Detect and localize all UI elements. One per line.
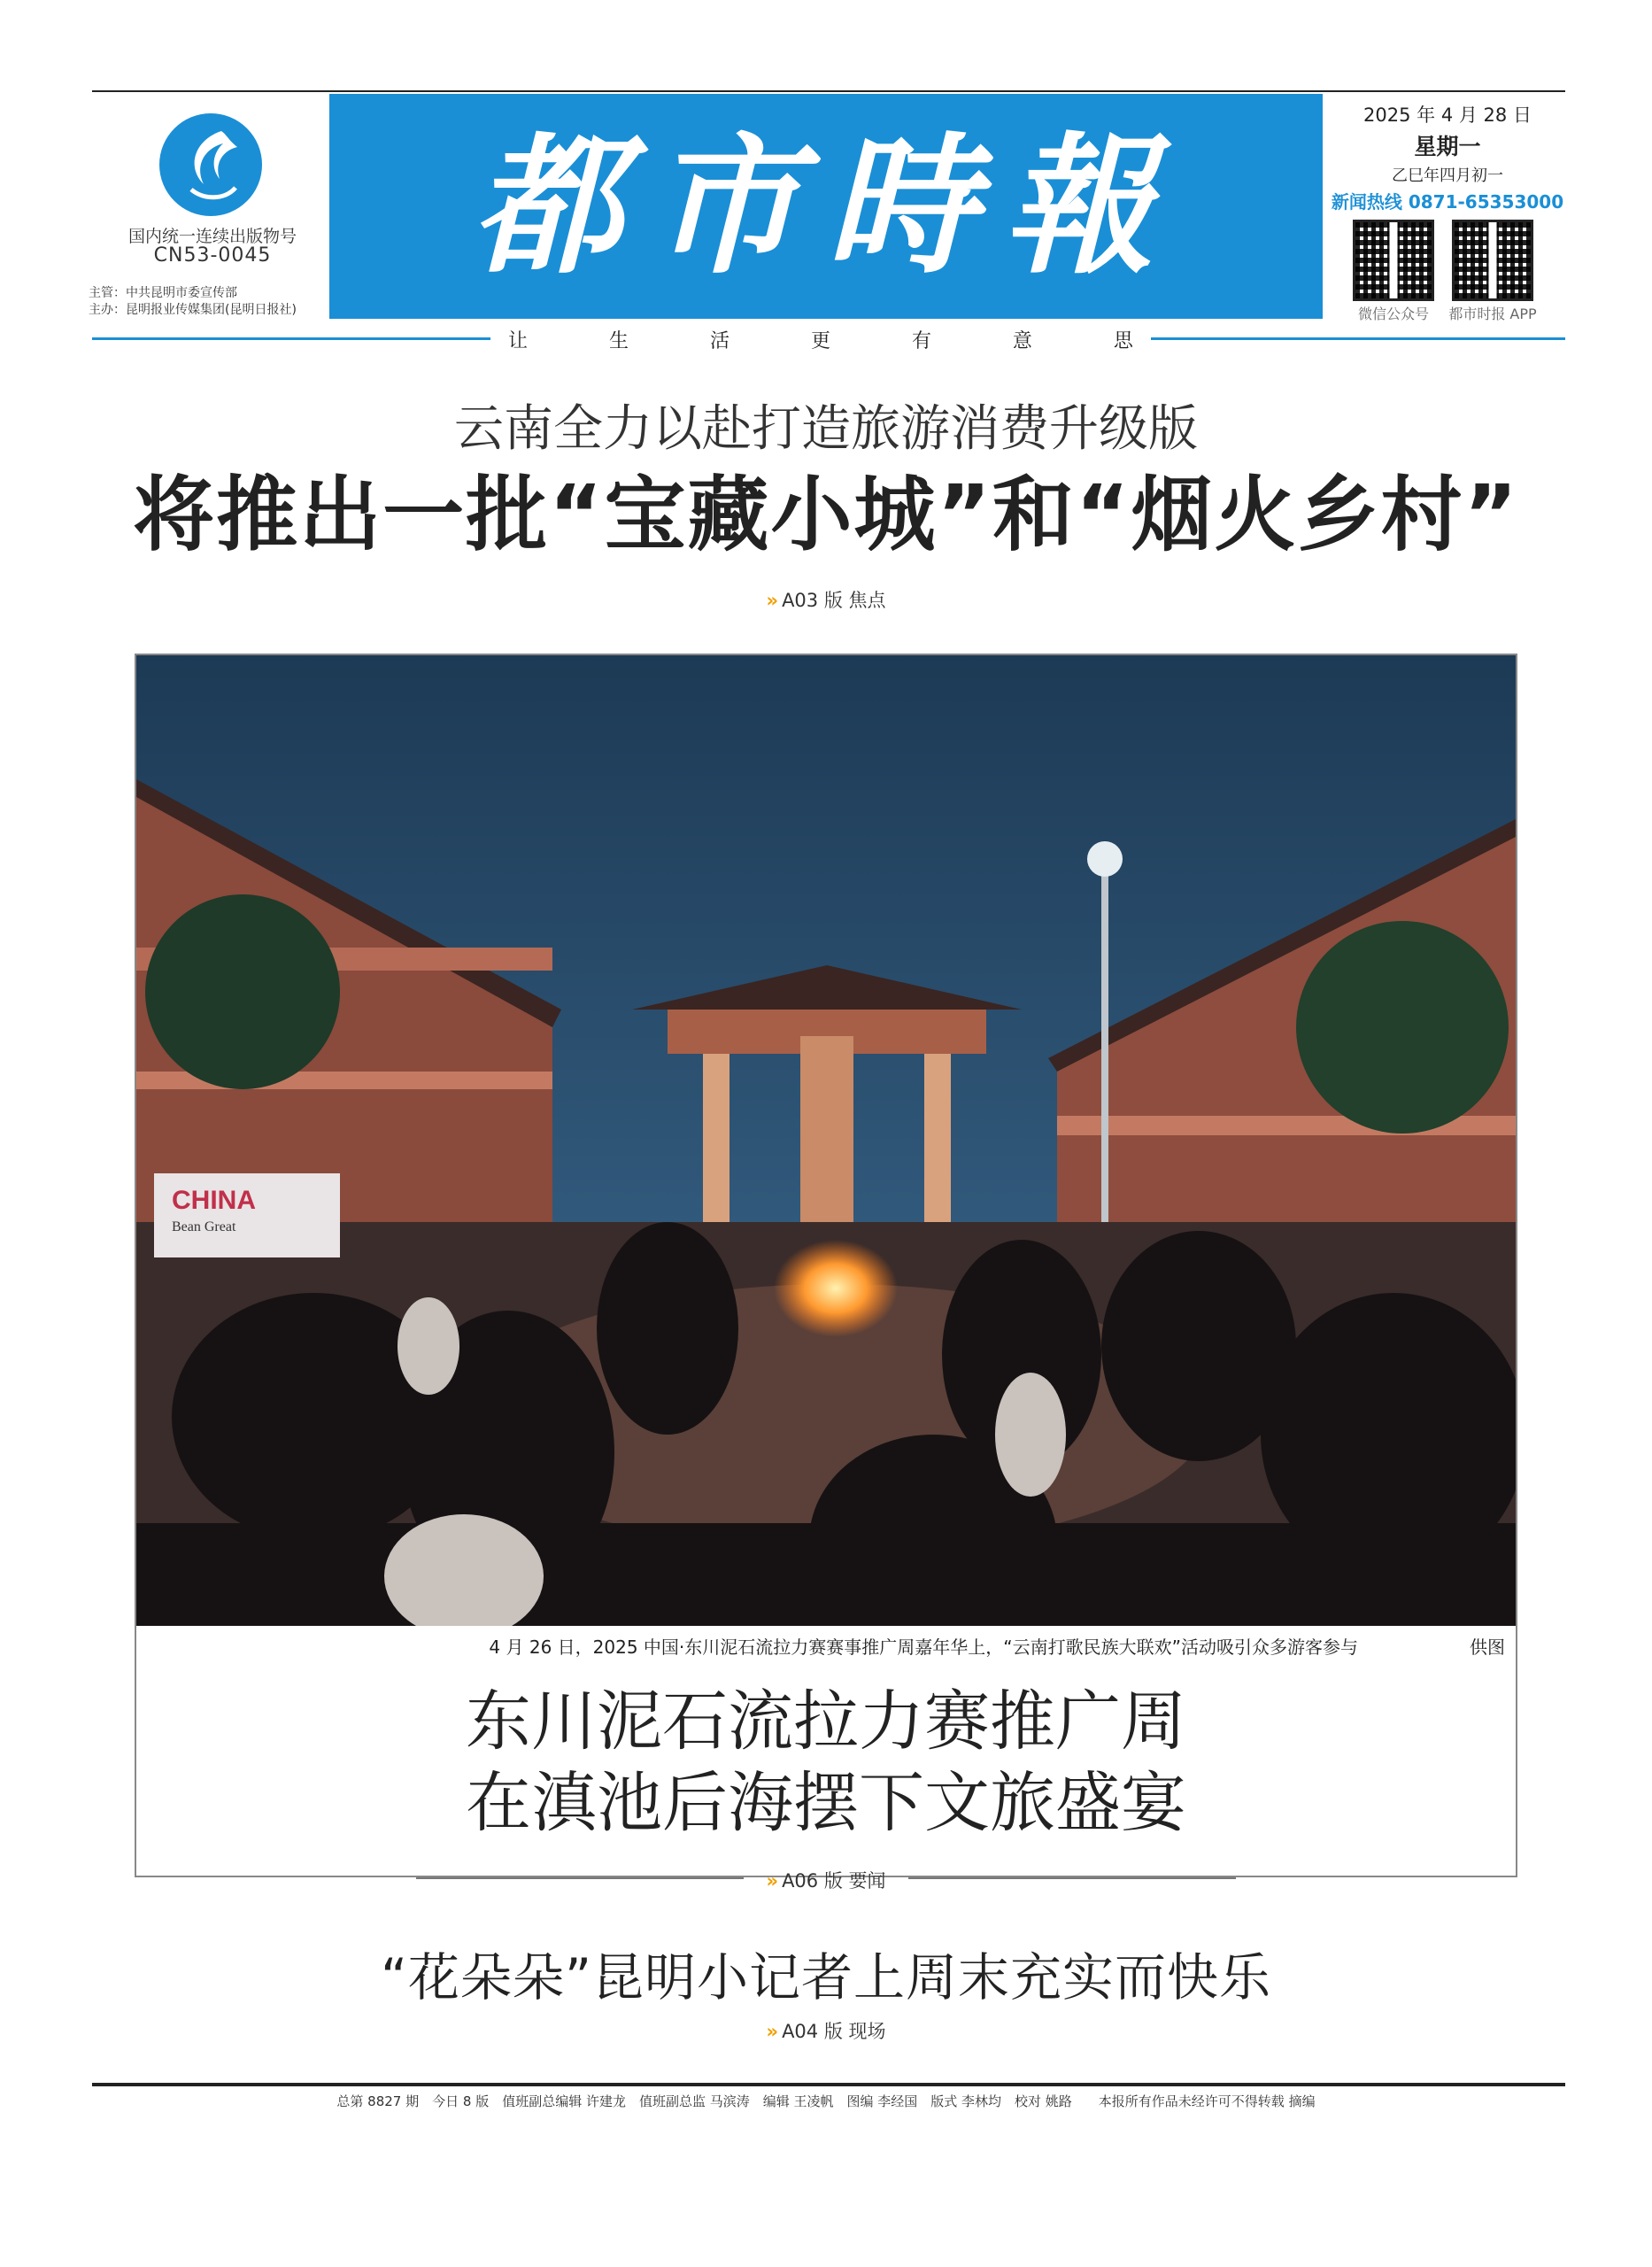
slogan-char: 意 <box>1012 330 1032 352</box>
paper-title: 都市時報 <box>471 118 1180 295</box>
sponsor-info <box>89 285 297 319</box>
ref-page: A06 版 <box>782 1870 843 1892</box>
date-block <box>1328 101 1567 186</box>
top-rule <box>92 90 1565 92</box>
lead-headline[interactable]: 将推出一批“宝藏小城”和“烟火乡村” <box>133 468 1519 562</box>
ref-page: A03 版 <box>782 590 843 611</box>
arrow-icon: » <box>766 1870 779 1892</box>
issue-weekday: 星期一 <box>1414 134 1481 159</box>
ref-section: 要闻 <box>848 1870 886 1892</box>
photo-credit: 供图 <box>1470 1636 1505 1658</box>
news-hotline: 新闻热线 0871-65353000 <box>1331 191 1564 213</box>
issue-date: 2025 年 4 月 28 日 <box>1363 104 1532 126</box>
photo-story-headline[interactable] <box>136 1681 1516 1844</box>
bottom-rule <box>92 2083 1565 2086</box>
lead-subtitle: 云南全力以赴打造旅游消费升级版 <box>454 400 1198 458</box>
ref-section: 现场 <box>848 2021 886 2042</box>
news-photo[interactable] <box>136 655 1516 1626</box>
publication-number-label: 国内统一连续出版物号 <box>127 227 297 246</box>
publication-number: CN53-0045 <box>153 244 272 267</box>
slogan-rule-left <box>92 337 490 340</box>
headline-line: 东川泥石流拉力赛推广周 <box>466 1683 1186 1760</box>
headline-line: 在滇池后海摆下文旅盛宴 <box>466 1765 1186 1841</box>
slogan-char: 更 <box>810 330 830 352</box>
slogan-char: 思 <box>1113 330 1133 352</box>
sponsor-line: 主管：中共昆明市委宣传部 <box>89 286 237 300</box>
page-reference-a06[interactable] <box>0 1867 1652 1893</box>
ref-section: 焦点 <box>848 590 886 611</box>
page-reference-a03[interactable] <box>0 586 1652 613</box>
slogan-char: 生 <box>608 330 629 352</box>
arrow-icon: » <box>766 590 779 611</box>
wechat-qr-code-icon <box>1353 220 1434 301</box>
slogan <box>490 326 1151 353</box>
svg-text:Bean Great: Bean Great <box>172 1219 236 1234</box>
second-story-headline[interactable]: “花朵朵”昆明小记者上周末充实而快乐 <box>380 1947 1272 2008</box>
slogan-char: 活 <box>709 330 730 352</box>
photo-caption: 4 月 26 日，2025 中国·东川泥石流拉力赛赛事推广周嘉年华上，“云南打歌民族大联欢”活动吸引众多游客参与 <box>489 1636 1358 1658</box>
paper-logo-icon <box>159 113 262 216</box>
ref-page: A04 版 <box>782 2021 843 2042</box>
app-qr-caption: 都市时报 APP <box>1448 306 1537 322</box>
page-reference-a04[interactable] <box>0 2017 1652 2044</box>
sponsor-line: 主办：昆明报业传媒集团(昆明日报社) <box>89 303 297 317</box>
svg-text:CHINA: CHINA <box>172 1186 256 1215</box>
slogan-char: 有 <box>911 330 931 352</box>
lunar-date: 乙巳年四月初一 <box>1392 166 1503 185</box>
slogan-char: 让 <box>508 330 529 352</box>
issue-credits-footer: 总第 8827 期 今日 8 版 值班副总编辑 许建龙 值班副总监 马滨涛 编辑 王凌帆 图编 李经国 版式 李林均 校对 姚路 本报所有作品未经许可不得转载 摘编 <box>336 2093 1316 2109</box>
wechat-qr-caption: 微信公众号 <box>1357 306 1429 322</box>
arrow-icon: » <box>766 2021 779 2042</box>
app-qr-code-icon <box>1452 220 1533 301</box>
slogan-rule-right <box>1151 337 1565 340</box>
